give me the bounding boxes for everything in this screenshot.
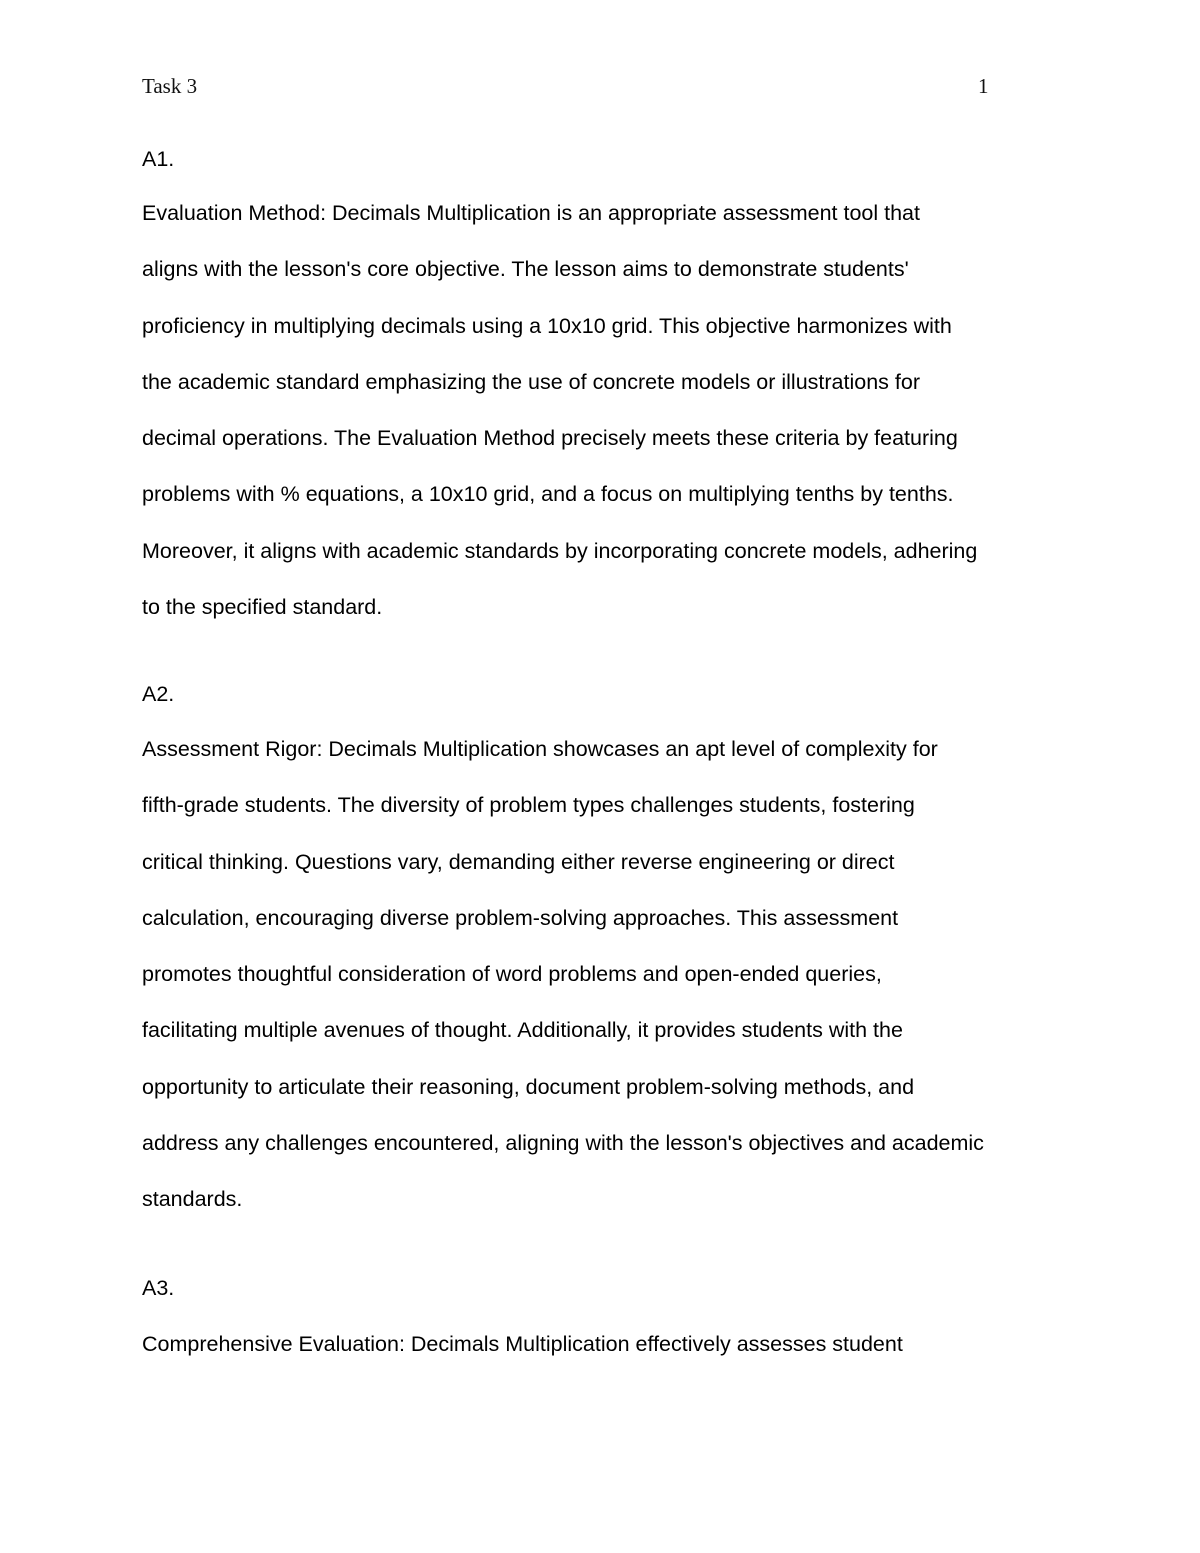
paragraph-line: Assessment Rigor: Decimals Multiplication showcases an apt level of complexity for	[142, 737, 938, 761]
paragraph-line: opportunity to articulate their reasoning, document problem-solving methods, and	[142, 1074, 915, 1099]
section-paragraph-a3	[142, 1330, 903, 1358]
paragraph-line: decimal operations. The Evaluation Method precisely meets these criteria by featuring	[142, 426, 958, 451]
paragraph-line: Evaluation Method: Decimals Multiplication is an appropriate assessment tool that	[142, 201, 920, 225]
paragraph-line: the academic standard emphasizing the use of concrete models or illustrations for	[142, 369, 920, 394]
section-heading-a3: A3.	[142, 1276, 175, 1300]
section-heading-a2: A2.	[142, 682, 175, 706]
paragraph-line: critical thinking. Questions vary, demanding either reverse engineering or direct	[142, 849, 895, 874]
paragraph-line: Moreover, it aligns with academic standards by incorporating concrete models, adhering	[142, 538, 978, 563]
section-heading-a1: A1.	[142, 147, 175, 171]
paragraph-line: calculation, encouraging diverse problem-solving approaches. This assessment	[142, 905, 899, 930]
paragraph-line: problems with % equations, a 10x10 grid, and a focus on multiplying tenths by tenths.	[142, 482, 954, 507]
paragraph-line: proficiency in multiplying decimals using a 10x10 grid. This objective harmonizes with	[142, 313, 952, 338]
section-paragraph-a2	[142, 735, 984, 1213]
paragraph-line: standards.	[142, 1187, 243, 1212]
paragraph-line: promotes thoughtful consideration of word problems and open-ended queries,	[142, 962, 882, 987]
paragraph-line: facilitating multiple avenues of thought. Additionally, it provides students with the	[142, 1018, 903, 1043]
running-head: Task 3	[142, 74, 198, 98]
paragraph-line: aligns with the lesson's core objective. The lesson aims to demonstrate students'	[142, 257, 909, 282]
paragraph-line: fifth-grade students. The diversity of problem types challenges students, fostering	[142, 793, 915, 818]
paragraph-line: address any challenges encountered, aligning with the lesson's objectives and academic	[142, 1131, 984, 1156]
paragraph-line: Comprehensive Evaluation: Decimals Multiplication effectively assesses student	[142, 1332, 903, 1356]
paragraph-line: to the specified standard.	[142, 595, 383, 620]
section-paragraph-a1	[142, 199, 977, 621]
page-number: 1	[978, 74, 989, 98]
